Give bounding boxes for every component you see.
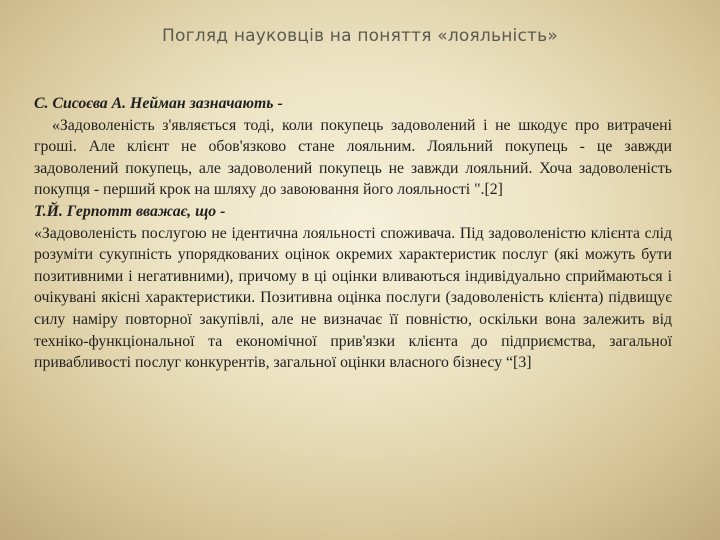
slide-body [34, 93, 672, 374]
slide-title: Погляд науковців на поняття «лояльність» [162, 26, 558, 46]
quote-sysoieva-neiman: «Задоволеність з'являється тоді, коли покупець задоволений і не шкодує про витрачені гроші. Але клієнт не обов'язково стане лояльним. Лояльний покупець - це завжди задоволений покупець, але задоволений покупець не завжди лояльний. Хоча задоволеність покупця - перший крок на шляху до завоювання його лояльності ".[2] [34, 116, 672, 199]
quote-gerpott: «Задоволеність послугою не ідентична лояльності споживача. Під задоволеністю клієнта слід розуміти сукупність упорядкованих оцінок окремих характеристик послуг (які можуть бути позитивними і негативними), причому в ці оцінки вливаються індивідуально сприймаються і очікувані якісні характеристики. Позитивна оцінка послуги (задоволеність клієнта) підвищує силу наміру повторної закупівлі, але не визначає її повністю, оскільки вона залежить від техніко-функціональної та економічної прив'язки клієнта до підприємства, загальної привабливості послуг конкурентів, загальної оцінки власного бізнесу “[3] [34, 224, 672, 372]
author-line-gerpott: Т.Й. Герпотт вважає, що - [34, 202, 226, 220]
author-line-sysoieva-neiman: С. Сисоєва А. Нейман зазначають - [34, 95, 283, 112]
